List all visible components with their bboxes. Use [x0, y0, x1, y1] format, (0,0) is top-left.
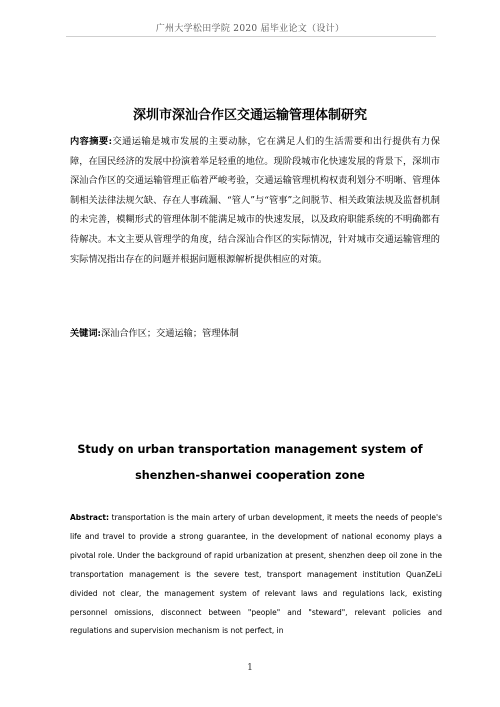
english-title-line-1: Study on urban transportation management system of	[77, 443, 423, 456]
running-header: 广州大学松田学院 2020 届毕业论文（设计）	[155, 24, 345, 34]
chinese-keywords	[70, 324, 440, 344]
chinese-abstract-text: 交通运输是城市发展的主要动脉，它在满足人们的生活需要和出行提供有力保障，在国民经济的发展中扮演着举足轻重的地位。现阶段城市化快速发展的背景下，深圳市深汕合作区的交通运输管理正临着严峻考验，交通运输管理机构权责利划分不明晰、管理体制相关法律法规欠缺、存在人事疏漏、“管人”与“管事”之间脱节、相关政策法规及监督机制的未完善，模糊形式的管理体制不能满足城市的快速发展，以及政府职能系统的不明确都有待解决。本文主要从管理学的角度，结合深汕合作区的实际情况，针对城市交通运输管理的实际情况指出存在的问题并根据问题根源解析提供相应的对策。	[70, 136, 440, 265]
chinese-abstract	[70, 132, 440, 269]
english-abstract	[70, 509, 442, 641]
chinese-abstract-label: 内容摘要:	[70, 136, 112, 147]
chinese-keywords-text: 深汕合作区；交通运输；管理体制	[100, 328, 239, 339]
english-title-line-2: shenzhen-shanwei cooperation zone	[135, 469, 365, 482]
english-abstract-label: Abstract:	[70, 513, 110, 522]
english-title	[0, 437, 500, 489]
page-number: 1	[247, 663, 253, 673]
english-abstract-text: transportation is the main artery of urban development, it meets the needs of people's life and travel to provide a strong guarantee, in the development of national economy plays a pivotal role. Under the background of rapid urbanization at present, shenzhen deep oil zone in the transportation management is the severe test, transport management institution QuanZeLi divided not clear, the management system of relevant laws and regulations lack, existing personnel omissions, disconnect between "people" and "steward", relevant policies and regulations and supervision mechanism is not perfect, in	[70, 513, 442, 636]
chinese-title: 深圳市深汕合作区交通运输管理体制研究	[132, 108, 367, 123]
chinese-keywords-label: 关键词:	[70, 328, 101, 339]
header-rule	[66, 36, 436, 37]
